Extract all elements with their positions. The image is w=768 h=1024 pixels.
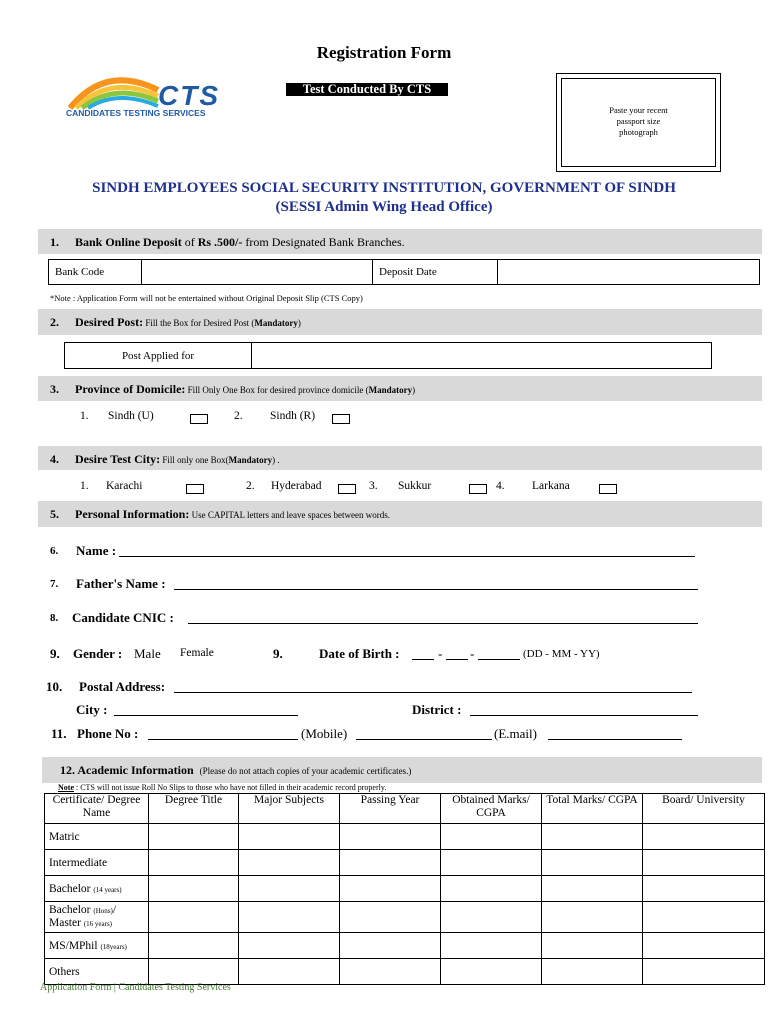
table-cell[interactable] <box>149 933 239 959</box>
section-number: 5. <box>50 507 59 521</box>
domicile-sindh-r-checkbox[interactable] <box>332 414 350 424</box>
domicile-option-label: Sindh (U) <box>108 410 154 422</box>
option-number: 4. <box>496 480 505 492</box>
conducted-by-banner: Test Conducted By CTS <box>286 83 448 96</box>
bank-code-input[interactable] <box>142 260 373 285</box>
heading-bold: Desire Test City: <box>75 452 161 466</box>
table-cell[interactable] <box>441 850 542 876</box>
table-row <box>45 933 765 959</box>
table-cell[interactable] <box>542 959 643 985</box>
table-cell[interactable] <box>643 959 765 985</box>
section-heading <box>75 507 390 522</box>
table-cell[interactable] <box>239 876 340 902</box>
table-row <box>45 850 765 876</box>
table-cell[interactable] <box>643 933 765 959</box>
postal-address-input[interactable] <box>174 692 692 693</box>
deposit-date-input[interactable] <box>498 260 760 285</box>
table-cell[interactable] <box>643 824 765 850</box>
column-header: Major Subjects <box>239 794 340 824</box>
photo-frame <box>561 78 716 167</box>
mobile-label: (Mobile) <box>301 726 348 741</box>
table-cell[interactable] <box>643 850 765 876</box>
photo-line: passport size <box>616 116 661 126</box>
table-row <box>45 959 765 985</box>
table-cell[interactable] <box>340 933 441 959</box>
district-input[interactable] <box>470 715 698 716</box>
heading-bold: Desired Post: <box>75 315 144 329</box>
degree-name: MS/MPhil <box>49 939 98 952</box>
heading-text: Fill the Box for Desired Post ( <box>143 318 255 328</box>
heading-bold: Mandatory <box>228 455 273 465</box>
table-cell[interactable] <box>441 876 542 902</box>
field-number: 11. <box>51 726 67 741</box>
gender-female-option[interactable]: Female <box>180 647 214 659</box>
section-1-header <box>38 229 762 254</box>
heading-text: ) <box>412 385 416 395</box>
section-heading <box>75 315 301 330</box>
section-5-header <box>38 501 762 527</box>
dob-separator: - <box>470 646 475 661</box>
field-number: 10. <box>46 679 63 694</box>
table-cell[interactable] <box>149 824 239 850</box>
table-cell[interactable] <box>340 876 441 902</box>
degree-name-cell <box>45 902 149 933</box>
cnic-label: Candidate CNIC : <box>72 610 174 625</box>
table-cell[interactable] <box>149 902 239 933</box>
photo-box <box>556 73 721 172</box>
heading-text: Fill only one Box( <box>160 455 229 465</box>
logo-tagline: CANDIDATES TESTING SERVICES <box>66 108 206 118</box>
city-label: City : <box>76 702 108 717</box>
degree-name: Master <box>49 917 81 929</box>
heading-bold: Mandatory <box>368 385 413 395</box>
dob-label: Date of Birth : <box>319 646 400 661</box>
cnic-input[interactable] <box>188 623 698 624</box>
heading-text: (Please do not attach copies of your academic certificates.) <box>199 766 412 776</box>
column-header: Passing Year <box>340 794 441 824</box>
table-cell[interactable] <box>239 902 340 933</box>
city-option-label: Sukkur <box>398 480 432 492</box>
father-name-input[interactable] <box>174 589 698 590</box>
heading-bold: 12. Academic Information <box>60 763 194 777</box>
table-cell[interactable] <box>441 824 542 850</box>
table-cell[interactable] <box>340 959 441 985</box>
photo-instructions <box>562 105 715 138</box>
organization-name: SINDH EMPLOYEES SOCIAL SECURITY INSTITUTION, GOVERNMENT OF SINDH <box>92 180 676 196</box>
option-number: 3. <box>369 480 378 492</box>
field-number: 6. <box>50 545 59 557</box>
bank-deposit-table <box>48 259 760 285</box>
table-cell[interactable] <box>441 933 542 959</box>
heading-bold: Mandatory <box>254 318 298 328</box>
field-number: 9. <box>273 646 283 661</box>
table-cell[interactable] <box>239 933 340 959</box>
postal-address-label: Postal Address: <box>79 679 166 694</box>
academic-table <box>44 793 765 985</box>
field-number: 7. <box>50 578 59 590</box>
section-number: 4. <box>50 452 59 466</box>
table-cell[interactable] <box>643 876 765 902</box>
note-text: : CTS will not issue Roll No Slips to those who have not filled in their academic record properly. <box>74 783 387 792</box>
city-option-label: Karachi <box>106 480 143 492</box>
field-number: 8. <box>50 612 59 624</box>
column-header: Board/ University <box>643 794 765 824</box>
table-cell[interactable] <box>149 850 239 876</box>
table-cell[interactable] <box>149 876 239 902</box>
photo-line: Paste your recent <box>609 105 668 115</box>
city-sukkur-checkbox[interactable] <box>469 484 487 494</box>
option-number: 1. <box>80 410 89 422</box>
degree-name-cell: Intermediate <box>45 850 149 876</box>
heading-bold: Bank Online Deposit <box>75 235 182 249</box>
dob-month-input[interactable] <box>446 659 468 660</box>
dob-separator: - <box>438 646 443 661</box>
section-number: 3. <box>50 382 59 396</box>
section-2-header <box>38 309 762 335</box>
note-label: Note <box>58 783 74 792</box>
degree-hons: (Hons) <box>93 907 113 915</box>
section-12-header <box>42 757 762 783</box>
organization-office: (SESSI Admin Wing Head Office) <box>275 199 493 215</box>
deposit-note <box>50 293 363 303</box>
logo-name: CTS <box>158 80 220 111</box>
post-applied-input[interactable] <box>252 343 712 369</box>
gender-label: Gender : <box>73 646 123 661</box>
field-number: 9. <box>50 646 60 661</box>
heading-text: Use CAPITAL letters and leave spaces between words. <box>189 510 390 520</box>
dob-format-hint: (DD - MM - YY) <box>523 648 600 660</box>
email-input[interactable] <box>548 739 682 740</box>
table-cell[interactable] <box>340 850 441 876</box>
page-footer: Application Form | Candidates Testing Services <box>40 982 231 993</box>
section-heading <box>60 763 411 778</box>
deposit-date-label: Deposit Date <box>373 260 498 285</box>
page-title: Registration Form <box>316 43 452 62</box>
degree-separator: / <box>112 904 117 916</box>
table-cell[interactable] <box>149 959 239 985</box>
name-label: Name : <box>76 543 117 558</box>
table-cell[interactable] <box>441 959 542 985</box>
table-cell[interactable] <box>340 902 441 933</box>
table-row <box>45 824 765 850</box>
table-cell[interactable] <box>542 850 643 876</box>
heading-text: ) . <box>272 455 280 465</box>
post-table <box>64 342 712 369</box>
gender-male-option[interactable]: Male <box>134 646 161 661</box>
degree-years: (16 years) <box>83 920 112 928</box>
city-hyderabad-checkbox[interactable] <box>338 484 356 494</box>
table-cell[interactable] <box>542 933 643 959</box>
table-row <box>45 902 765 933</box>
district-label: District : <box>412 702 462 717</box>
section-3-header <box>38 376 762 401</box>
table-header-row <box>45 794 765 824</box>
section-4-header <box>38 446 762 470</box>
city-larkana-checkbox[interactable] <box>599 484 617 494</box>
table-cell[interactable] <box>239 959 340 985</box>
father-name-label: Father's Name : <box>76 576 166 591</box>
domicile-option-label: Sindh (R) <box>270 410 316 422</box>
phone-input[interactable] <box>148 739 298 740</box>
table-cell[interactable] <box>441 902 542 933</box>
table-cell[interactable] <box>542 824 643 850</box>
note-label: *Note : <box>50 293 77 303</box>
table-cell[interactable] <box>643 902 765 933</box>
email-label: (E.mail) <box>494 726 537 741</box>
degree-name-cell <box>45 876 149 902</box>
city-option-label: Larkana <box>532 480 570 492</box>
table-cell[interactable] <box>239 850 340 876</box>
table-row <box>45 876 765 902</box>
academic-note <box>58 783 386 792</box>
degree-name-cell: Others <box>45 959 149 985</box>
degree-years: (18years) <box>100 942 127 951</box>
name-input[interactable] <box>119 556 695 557</box>
bank-code-label: Bank Code <box>49 260 142 285</box>
phone-label: Phone No : <box>77 726 139 741</box>
heading-text: ) <box>297 318 301 328</box>
heading-bold: Rs .500/- <box>197 235 243 249</box>
degree-name-cell <box>45 933 149 959</box>
section-heading <box>75 235 405 250</box>
column-header: Certificate/ Degree Name <box>45 794 149 824</box>
degree-name: Bachelor <box>49 904 91 916</box>
domicile-sindh-u-checkbox[interactable] <box>190 414 208 424</box>
photo-line: photograph <box>619 127 658 137</box>
city-karachi-checkbox[interactable] <box>186 484 204 494</box>
heading-text: of <box>181 235 198 249</box>
heading-text: Fill Only One Box for desired province domicile ( <box>185 385 369 395</box>
column-header: Total Marks/ CGPA <box>542 794 643 824</box>
option-number: 1. <box>80 480 89 492</box>
heading-text: from Designated Bank Branches. <box>242 235 405 249</box>
section-number: 2. <box>50 315 59 329</box>
table-cell[interactable] <box>542 902 643 933</box>
note-text: Application Form will not be entertained without Original Deposit Slip (CTS Copy) <box>76 293 363 303</box>
heading-bold: Personal Information: <box>75 507 190 521</box>
heading-bold: Province of Domicile: <box>75 382 186 396</box>
rainbow-arc-icon <box>66 70 166 110</box>
column-header: Degree Title <box>149 794 239 824</box>
post-applied-label: Post Applied for <box>65 343 252 369</box>
degree-years: (14 years) <box>93 885 122 894</box>
section-heading <box>75 452 280 467</box>
city-option-label: Hyderabad <box>271 480 322 492</box>
dob-day-input[interactable] <box>412 659 434 660</box>
table-cell[interactable] <box>239 824 340 850</box>
section-number: 1. <box>50 235 59 249</box>
mobile-input[interactable] <box>356 739 492 740</box>
city-input[interactable] <box>114 715 298 716</box>
dob-year-input[interactable] <box>478 659 520 660</box>
table-cell[interactable] <box>340 824 441 850</box>
section-heading <box>75 382 415 397</box>
column-header: Obtained Marks/ CGPA <box>441 794 542 824</box>
cts-logo <box>66 70 246 130</box>
option-number: 2. <box>234 410 243 422</box>
degree-name-cell: Matric <box>45 824 149 850</box>
degree-name: Bachelor <box>49 882 91 895</box>
table-cell[interactable] <box>542 876 643 902</box>
option-number: 2. <box>246 480 255 492</box>
